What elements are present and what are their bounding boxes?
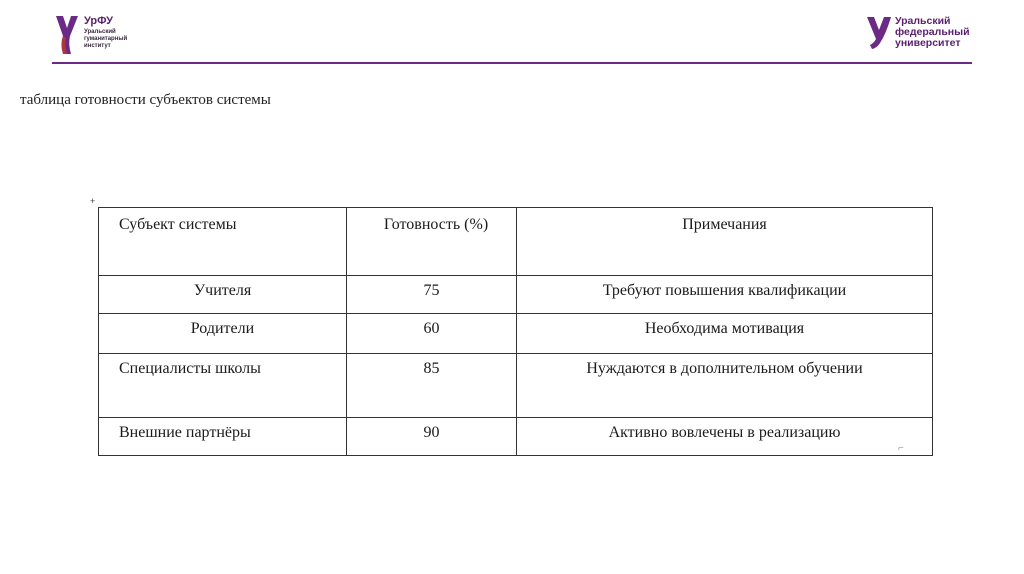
readiness-table [98, 207, 933, 456]
cell-readiness: 75 [347, 276, 517, 314]
table-move-handle-icon: + [90, 196, 96, 206]
header-notes: Примечания [517, 208, 933, 276]
cell-note: Требуют повышения квалификации [517, 276, 933, 314]
header-readiness: Готовность (%) [347, 208, 517, 276]
cell-subject: Родители [99, 314, 347, 354]
table-row [99, 276, 933, 314]
slide-header [0, 0, 1024, 64]
urfu-u-mark-icon [866, 16, 892, 50]
table-header-row [99, 208, 933, 276]
table-resize-handle-icon: ⌐ [898, 443, 904, 454]
table-row [99, 418, 933, 456]
logo-abbr: УрФУ [84, 15, 113, 27]
cell-subject: Специалисты школы [99, 354, 347, 418]
cell-subject: Учителя [99, 276, 347, 314]
header-divider [52, 62, 972, 64]
cell-note: Активно вовлечены в реализацию [517, 418, 933, 456]
cell-readiness: 90 [347, 418, 517, 456]
slide-subtitle: таблица готовности субъектов системы [20, 92, 271, 108]
cell-note: Нуждаются в дополнительном обучении [517, 354, 933, 418]
urfu-name: Уральский федеральный университет [895, 15, 970, 49]
cell-note: Необходима мотивация [517, 314, 933, 354]
urfu-y-mark-icon [54, 14, 80, 56]
header-subject: Субъект системы [99, 208, 347, 276]
table-row [99, 314, 933, 354]
cell-readiness: 85 [347, 354, 517, 418]
cell-subject: Внешние партнёры [99, 418, 347, 456]
logo-subtitle: Уральский гуманитарный институт [84, 29, 128, 49]
table-row [99, 354, 933, 418]
cell-readiness: 60 [347, 314, 517, 354]
